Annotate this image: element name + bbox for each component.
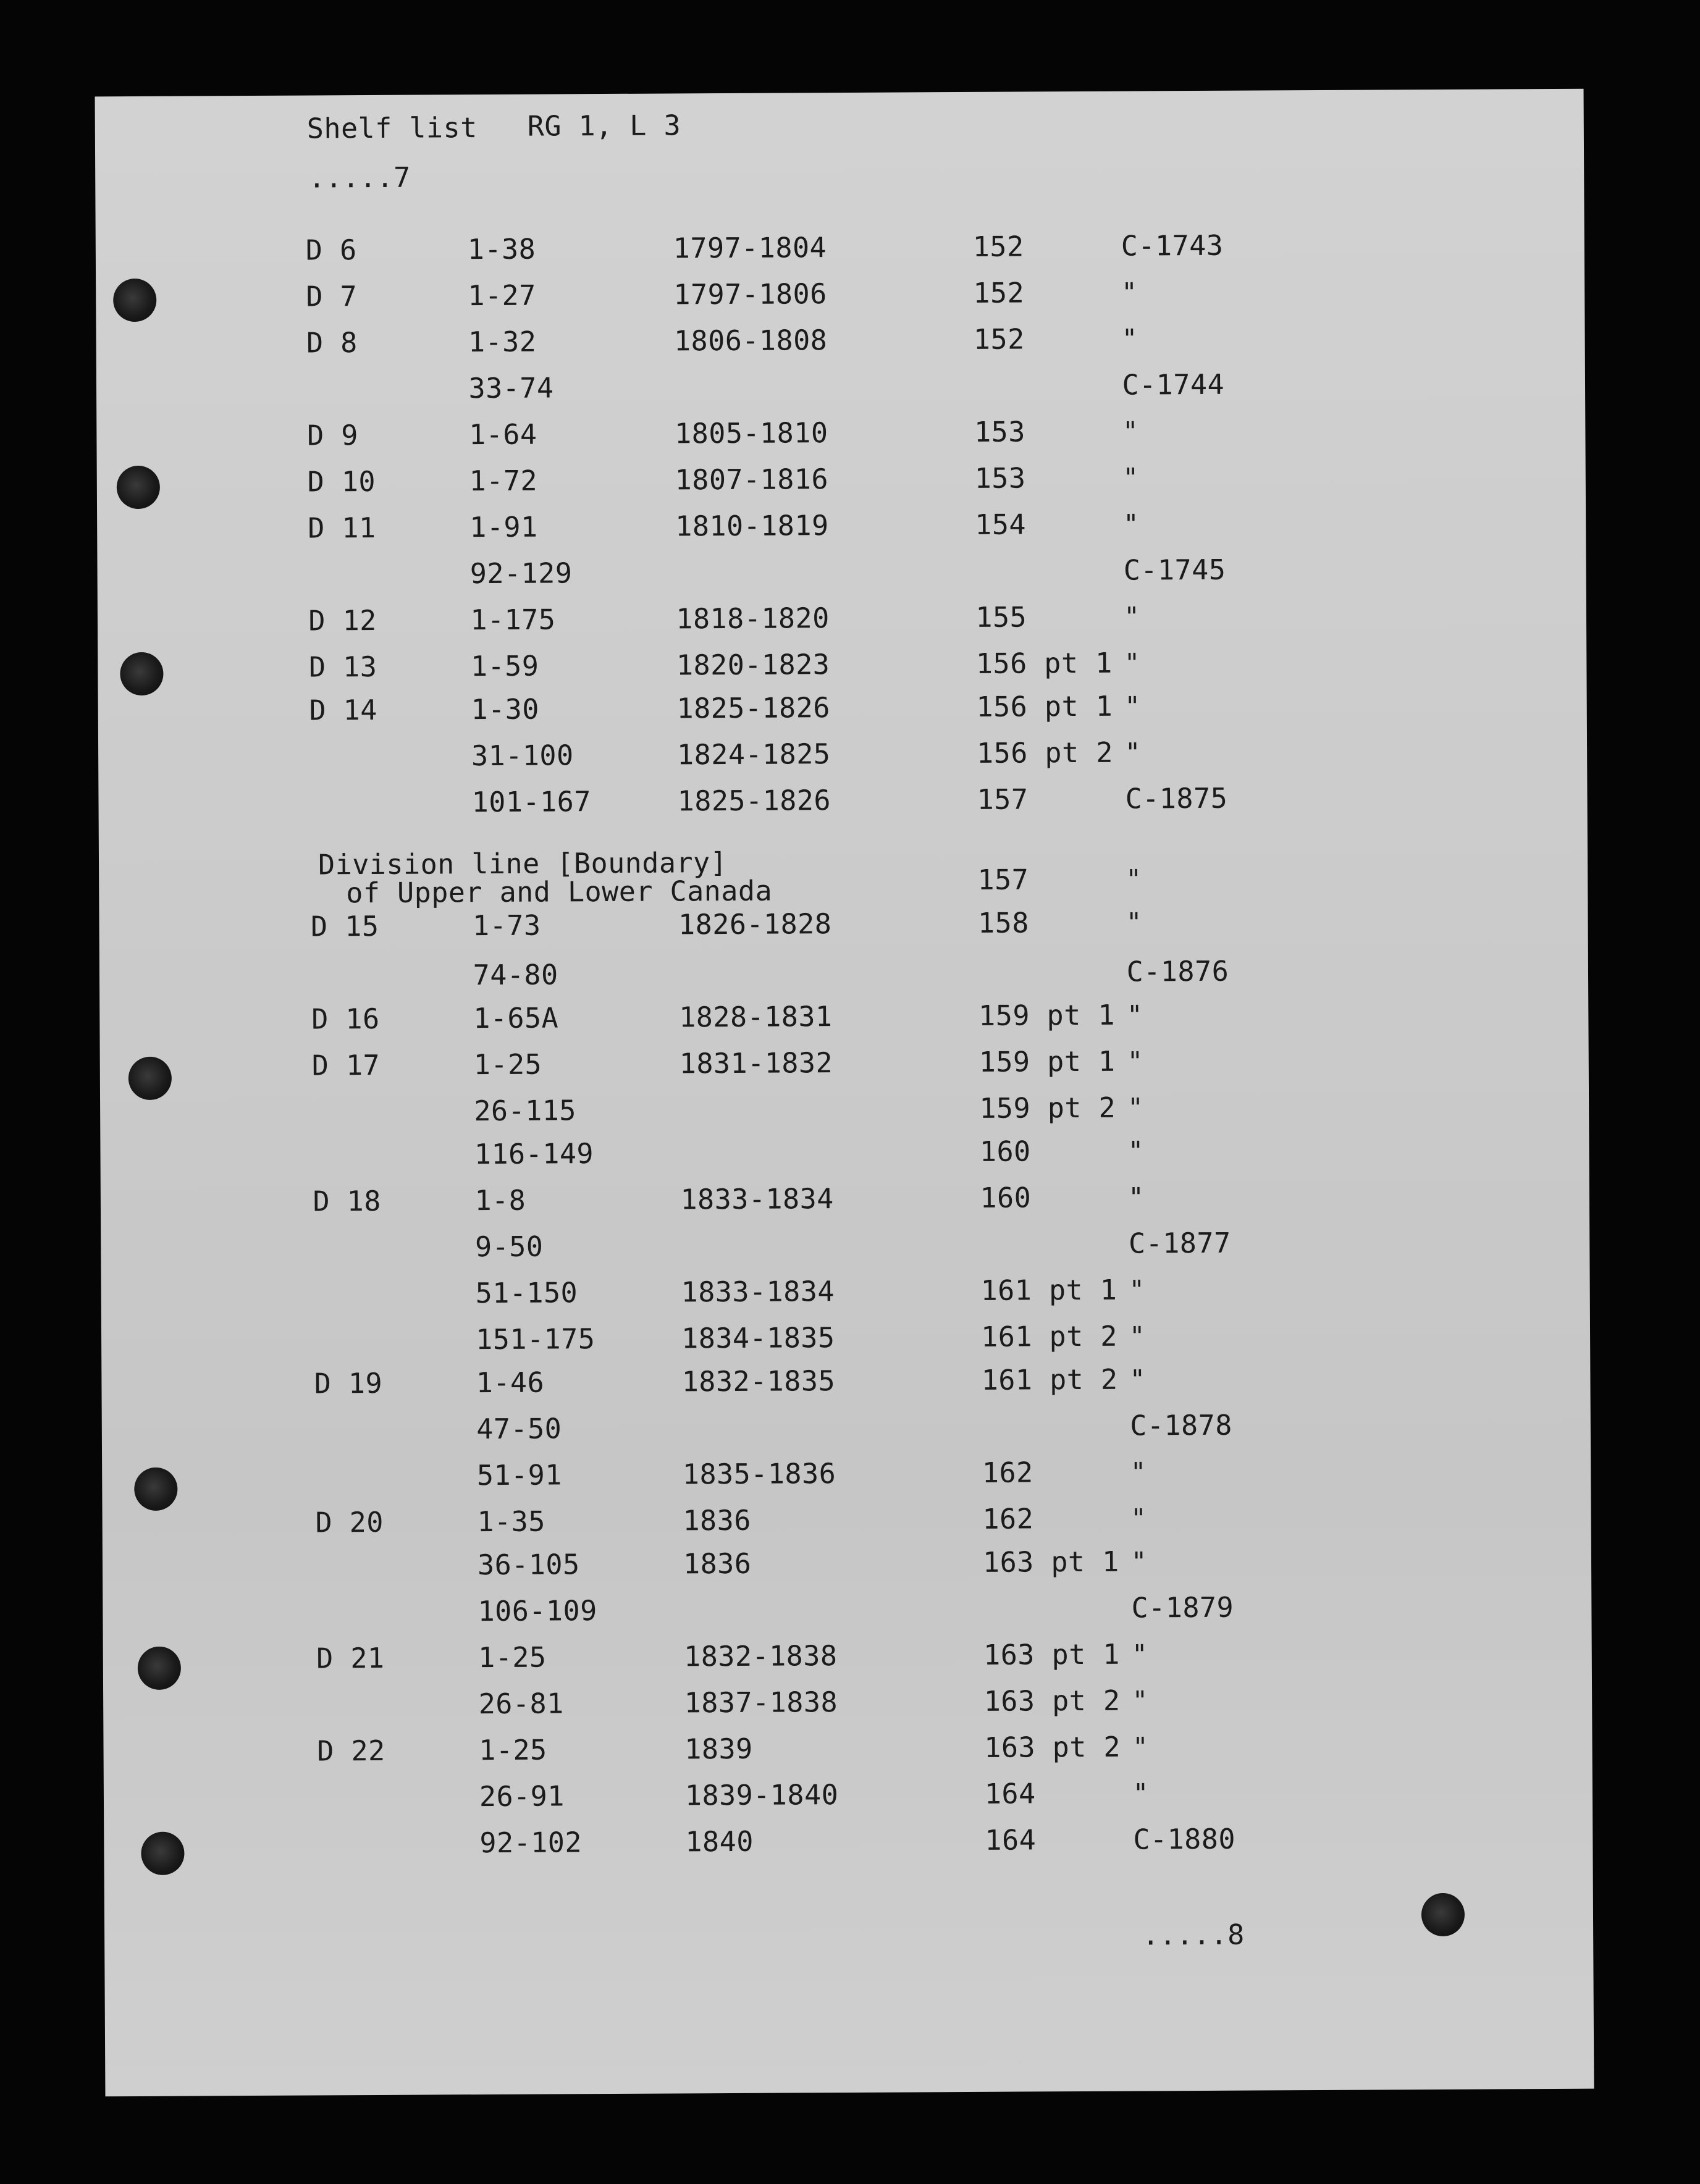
box-cell: 163 pt 1 — [983, 1637, 1121, 1671]
reel-cell: " — [1127, 999, 1143, 1030]
item-range-cell: 1-8 — [474, 1183, 526, 1217]
punch-hole — [120, 652, 163, 695]
reel-cell: " — [1132, 1639, 1148, 1670]
reel-cell: " — [1126, 863, 1142, 894]
reel-cell: " — [1129, 1274, 1145, 1305]
item-range-cell: 1-38 — [467, 232, 536, 266]
volume-cell: D 9 — [306, 419, 359, 452]
box-cell: 160 — [979, 1135, 1031, 1168]
punch-hole — [138, 1647, 181, 1690]
reel-cell: " — [1127, 1135, 1144, 1166]
box-cell: 162 — [982, 1456, 1033, 1489]
item-range-cell: 151-175 — [476, 1322, 595, 1356]
volume-cell: D 12 — [308, 603, 377, 637]
box-cell: 158 — [977, 906, 1029, 939]
item-range-cell: 116-149 — [474, 1137, 594, 1171]
date-range-cell: 1835-1836 — [682, 1457, 836, 1491]
item-range-cell: 1-27 — [468, 279, 536, 313]
date-range-cell: 1818-1820 — [676, 602, 830, 636]
volume-cell: D 11 — [308, 511, 376, 545]
volume-cell: D 20 — [315, 1505, 384, 1539]
box-cell: 157 — [977, 863, 1029, 896]
reel-cell: " — [1121, 277, 1138, 308]
item-range-cell: 31-100 — [471, 739, 574, 773]
volume-cell: D 15 — [310, 909, 379, 943]
box-cell: 152 — [973, 276, 1025, 309]
reel-cell: " — [1128, 1182, 1145, 1212]
reel-cell: C-1875 — [1125, 781, 1228, 815]
page-prev-marker: .....7 — [308, 161, 411, 195]
reel-cell: " — [1129, 1321, 1146, 1351]
item-range-cell: 74-80 — [473, 958, 558, 992]
date-range-cell: 1834-1835 — [681, 1321, 835, 1355]
date-range-cell: 1833-1834 — [681, 1275, 835, 1309]
volume-cell: D 22 — [317, 1734, 385, 1768]
item-range-cell: 1-64 — [468, 418, 537, 452]
item-range-cell: 106-109 — [478, 1594, 597, 1628]
item-range-cell: 26-115 — [474, 1094, 577, 1128]
box-cell: 160 — [980, 1181, 1032, 1214]
item-range-cell: 36-105 — [477, 1548, 580, 1582]
reel-cell: " — [1124, 737, 1142, 768]
item-range-cell: 33-74 — [468, 371, 554, 405]
reel-cell: C-1743 — [1121, 229, 1224, 262]
reel-cell: " — [1132, 1685, 1148, 1716]
item-range-cell: 51-91 — [476, 1458, 563, 1492]
header-title: Shelf list — [306, 111, 478, 145]
box-cell: 163 pt 2 — [983, 1684, 1121, 1718]
punch-hole — [1421, 1893, 1465, 1936]
date-range-cell: 1797-1804 — [673, 231, 827, 265]
volume-cell: D 6 — [305, 233, 357, 267]
box-cell: 164 — [985, 1823, 1037, 1857]
date-range-cell: 1831-1832 — [679, 1046, 833, 1080]
box-cell: 161 pt 1 — [980, 1273, 1117, 1307]
reel-cell: C-1877 — [1128, 1226, 1231, 1260]
reel-cell: C-1876 — [1126, 954, 1229, 988]
date-range-cell: 1806-1808 — [673, 324, 828, 358]
volume-cell: D 16 — [311, 1002, 380, 1036]
reel-cell: C-1879 — [1131, 1590, 1234, 1624]
punch-hole — [117, 466, 160, 509]
volume-cell: D 7 — [306, 280, 358, 313]
item-range-cell: 1-73 — [472, 909, 541, 943]
document-page — [95, 89, 1594, 2097]
box-cell: 156 pt 2 — [976, 736, 1113, 770]
volume-cell: D 13 — [308, 650, 377, 684]
reel-cell: " — [1132, 1778, 1149, 1808]
item-range-cell: 9-50 — [474, 1230, 544, 1264]
box-cell: 156 pt 1 — [975, 646, 1113, 680]
date-range-cell: 1836 — [683, 1547, 752, 1581]
volume-cell: D 19 — [314, 1366, 383, 1400]
date-range-cell: 1836 — [683, 1503, 751, 1537]
punch-hole — [134, 1468, 177, 1511]
item-range-cell: 101-167 — [471, 785, 591, 819]
reel-cell: " — [1122, 416, 1139, 447]
reel-cell: " — [1129, 1364, 1146, 1395]
item-range-cell: 1-32 — [468, 325, 537, 359]
punch-hole — [128, 1057, 172, 1100]
date-range-cell: 1837-1838 — [684, 1686, 838, 1720]
box-cell: 159 pt 2 — [979, 1091, 1116, 1125]
box-cell: 161 pt 2 — [981, 1363, 1118, 1396]
date-range-cell: 1820-1823 — [676, 648, 830, 682]
item-range-cell: 92-102 — [479, 1826, 583, 1860]
box-cell: 152 — [973, 322, 1025, 356]
item-range-cell: 1-65A — [473, 1001, 559, 1035]
date-range-cell: 1832-1835 — [681, 1364, 836, 1398]
date-range-cell: 1840 — [685, 1825, 754, 1858]
reel-cell: " — [1127, 1092, 1144, 1123]
volume-cell: D 21 — [316, 1641, 385, 1675]
reel-cell: " — [1124, 601, 1140, 632]
item-range-cell: 1-46 — [476, 1366, 545, 1400]
volume-cell: D 10 — [307, 464, 376, 498]
box-cell: 163 pt 1 — [982, 1545, 1119, 1579]
date-range-cell: 1828-1831 — [679, 1000, 833, 1034]
box-cell: 161 pt 2 — [981, 1319, 1118, 1353]
date-range-cell: 1805-1810 — [674, 416, 828, 450]
item-range-cell: 26-91 — [479, 1779, 565, 1813]
reel-cell: " — [1130, 1503, 1147, 1534]
volume-cell: D 18 — [313, 1184, 382, 1218]
punch-hole — [141, 1832, 184, 1875]
page-next-marker: .....8 — [1142, 1918, 1245, 1952]
item-range-cell: 1-91 — [469, 510, 538, 544]
date-range-cell: 1833-1834 — [680, 1182, 834, 1216]
box-cell: 154 — [975, 508, 1027, 541]
date-range-cell: 1807-1816 — [675, 463, 829, 497]
reel-cell: C-1878 — [1130, 1408, 1233, 1442]
item-range-cell: 1-59 — [470, 649, 539, 683]
box-cell: 163 pt 2 — [984, 1730, 1121, 1764]
item-range-cell: 51-150 — [475, 1276, 578, 1310]
header-reference: RG 1, L 3 — [527, 109, 681, 143]
box-cell: 164 — [984, 1777, 1036, 1810]
box-cell: 153 — [974, 461, 1026, 495]
date-range-cell: 1826-1828 — [678, 907, 832, 941]
date-range-cell: 1825-1826 — [677, 784, 831, 818]
date-range-cell: 1825-1826 — [676, 691, 831, 725]
item-range-cell: 92-129 — [469, 556, 573, 590]
reel-cell: " — [1124, 691, 1141, 721]
date-range-cell: 1839 — [684, 1732, 753, 1766]
box-cell: 162 — [982, 1502, 1034, 1535]
box-cell: 159 pt 1 — [978, 1044, 1116, 1078]
item-range-cell: 26-81 — [478, 1687, 564, 1721]
item-range-cell: 1-25 — [473, 1048, 542, 1082]
box-cell: 156 pt 1 — [976, 689, 1113, 723]
date-range-cell: 1810-1819 — [675, 509, 829, 543]
reel-cell: " — [1127, 1046, 1143, 1077]
reel-cell: C-1745 — [1123, 553, 1226, 587]
reel-cell: " — [1121, 323, 1138, 354]
item-range-cell: 1-25 — [478, 1640, 547, 1674]
reel-cell: " — [1124, 647, 1140, 678]
box-cell: 159 pt 1 — [978, 998, 1116, 1032]
date-range-cell: 1797-1806 — [673, 277, 827, 311]
box-cell: 153 — [974, 415, 1026, 448]
reel-cell: " — [1132, 1731, 1149, 1762]
punch-hole — [113, 279, 156, 322]
item-range-cell: 1-30 — [471, 692, 540, 726]
item-range-cell: 1-25 — [479, 1733, 547, 1767]
volume-cell: D 14 — [309, 693, 378, 727]
reel-cell: " — [1126, 907, 1143, 938]
division-note-line2: of Upper and Lower Canada — [346, 874, 773, 910]
date-range-cell: 1832-1838 — [684, 1639, 838, 1673]
reel-cell: " — [1130, 1456, 1147, 1487]
reel-cell: " — [1130, 1546, 1147, 1577]
box-cell: 155 — [975, 600, 1027, 634]
reel-cell: C-1744 — [1122, 368, 1225, 401]
date-range-cell: 1824-1825 — [676, 737, 831, 771]
volume-cell: D 17 — [311, 1048, 381, 1082]
reel-cell: C-1880 — [1133, 1822, 1236, 1856]
division-note-line1: Division line [Boundary] — [318, 846, 728, 881]
reel-cell: " — [1123, 508, 1140, 539]
volume-cell: D 8 — [306, 326, 358, 359]
item-range-cell: 47-50 — [476, 1412, 562, 1446]
reel-cell: " — [1122, 462, 1139, 493]
item-range-cell: 1-35 — [477, 1505, 546, 1539]
date-range-cell: 1839-1840 — [684, 1778, 839, 1812]
item-range-cell: 1-175 — [470, 603, 556, 637]
item-range-cell: 1-72 — [469, 464, 538, 498]
box-cell: 152 — [972, 230, 1024, 263]
box-cell: 157 — [977, 783, 1029, 816]
